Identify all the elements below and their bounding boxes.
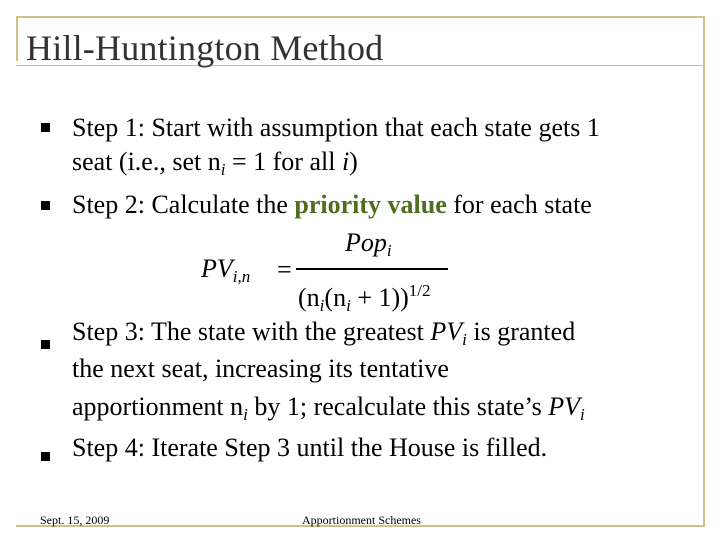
step3-line3-pv-sub: i <box>580 405 585 424</box>
step1-line2-text-a: seat (i.e., set n <box>72 147 221 176</box>
formula-denominator-a: (n <box>298 283 320 312</box>
frame-top-border <box>16 16 704 18</box>
formula-numerator-sub: i <box>386 241 392 260</box>
step3-line1-pv-sub: i <box>462 330 467 349</box>
formula-denominator-exp: 1/2 <box>408 281 431 300</box>
step1-line2 <box>72 147 358 185</box>
bullet-icon <box>41 452 50 461</box>
step1-line2-sub: i <box>220 160 226 179</box>
step1-line2-text-d: ) <box>349 147 358 176</box>
step3-line3-sub: i <box>243 405 248 424</box>
step3-line1-pv: PV <box>430 317 463 346</box>
formula-denominator-c: + 1)) <box>350 283 409 312</box>
step3-line1 <box>72 317 575 355</box>
frame-left-border <box>16 16 18 61</box>
step2-text-a: Step 2: Calculate the <box>72 190 295 219</box>
step3-line3 <box>72 392 585 430</box>
step3-line1-text-b: is granted <box>466 317 576 346</box>
frame-right-border <box>703 16 705 526</box>
formula-denominator-sub1: i <box>319 296 325 315</box>
formula-lhs-sub: i,n <box>232 267 251 286</box>
formula-lhs <box>201 254 250 292</box>
step3-line3-pv: PV <box>548 392 580 421</box>
bullet-icon <box>41 340 50 349</box>
step3-line2: the next seat, increasing its tentative <box>72 354 449 383</box>
step4-line1: Step 4: Iterate Step 3 until the House is filled. <box>72 433 548 462</box>
step1-line2-italic-i: i <box>341 147 350 176</box>
step1-line1: Step 1: Start with assumption that each state gets 1 <box>72 113 600 142</box>
step2-text-b: for each state <box>446 190 592 219</box>
bullet-icon <box>41 123 50 132</box>
formula-denominator <box>298 276 431 321</box>
formula-lhs-pv: PV <box>201 254 233 283</box>
formula-denominator-sub2: i <box>346 296 351 315</box>
step3-line3-text-a: apportionment n <box>72 392 244 421</box>
fraction-bar <box>296 268 448 270</box>
step3-line3-text-b: by 1; recalculate this state’s <box>247 392 549 421</box>
formula-numerator-pop: Pop <box>345 228 387 257</box>
formula-denominator-b: (n <box>324 283 347 312</box>
footer-date: Sept. 15, 2009 <box>40 513 110 527</box>
step3-line1-text-a: Step 3: The state with the greatest <box>72 317 431 346</box>
formula-numerator <box>345 228 392 266</box>
bullet-icon <box>41 201 50 210</box>
step2-line1 <box>72 190 592 220</box>
priority-value-highlight: priority value <box>294 190 447 219</box>
footer-title: Apportionment Schemes <box>302 513 421 527</box>
slide-title: Hill-Huntington Method <box>26 28 384 68</box>
formula-equals: = <box>277 255 292 284</box>
step1-line2-text-b: = 1 for all <box>225 147 342 176</box>
